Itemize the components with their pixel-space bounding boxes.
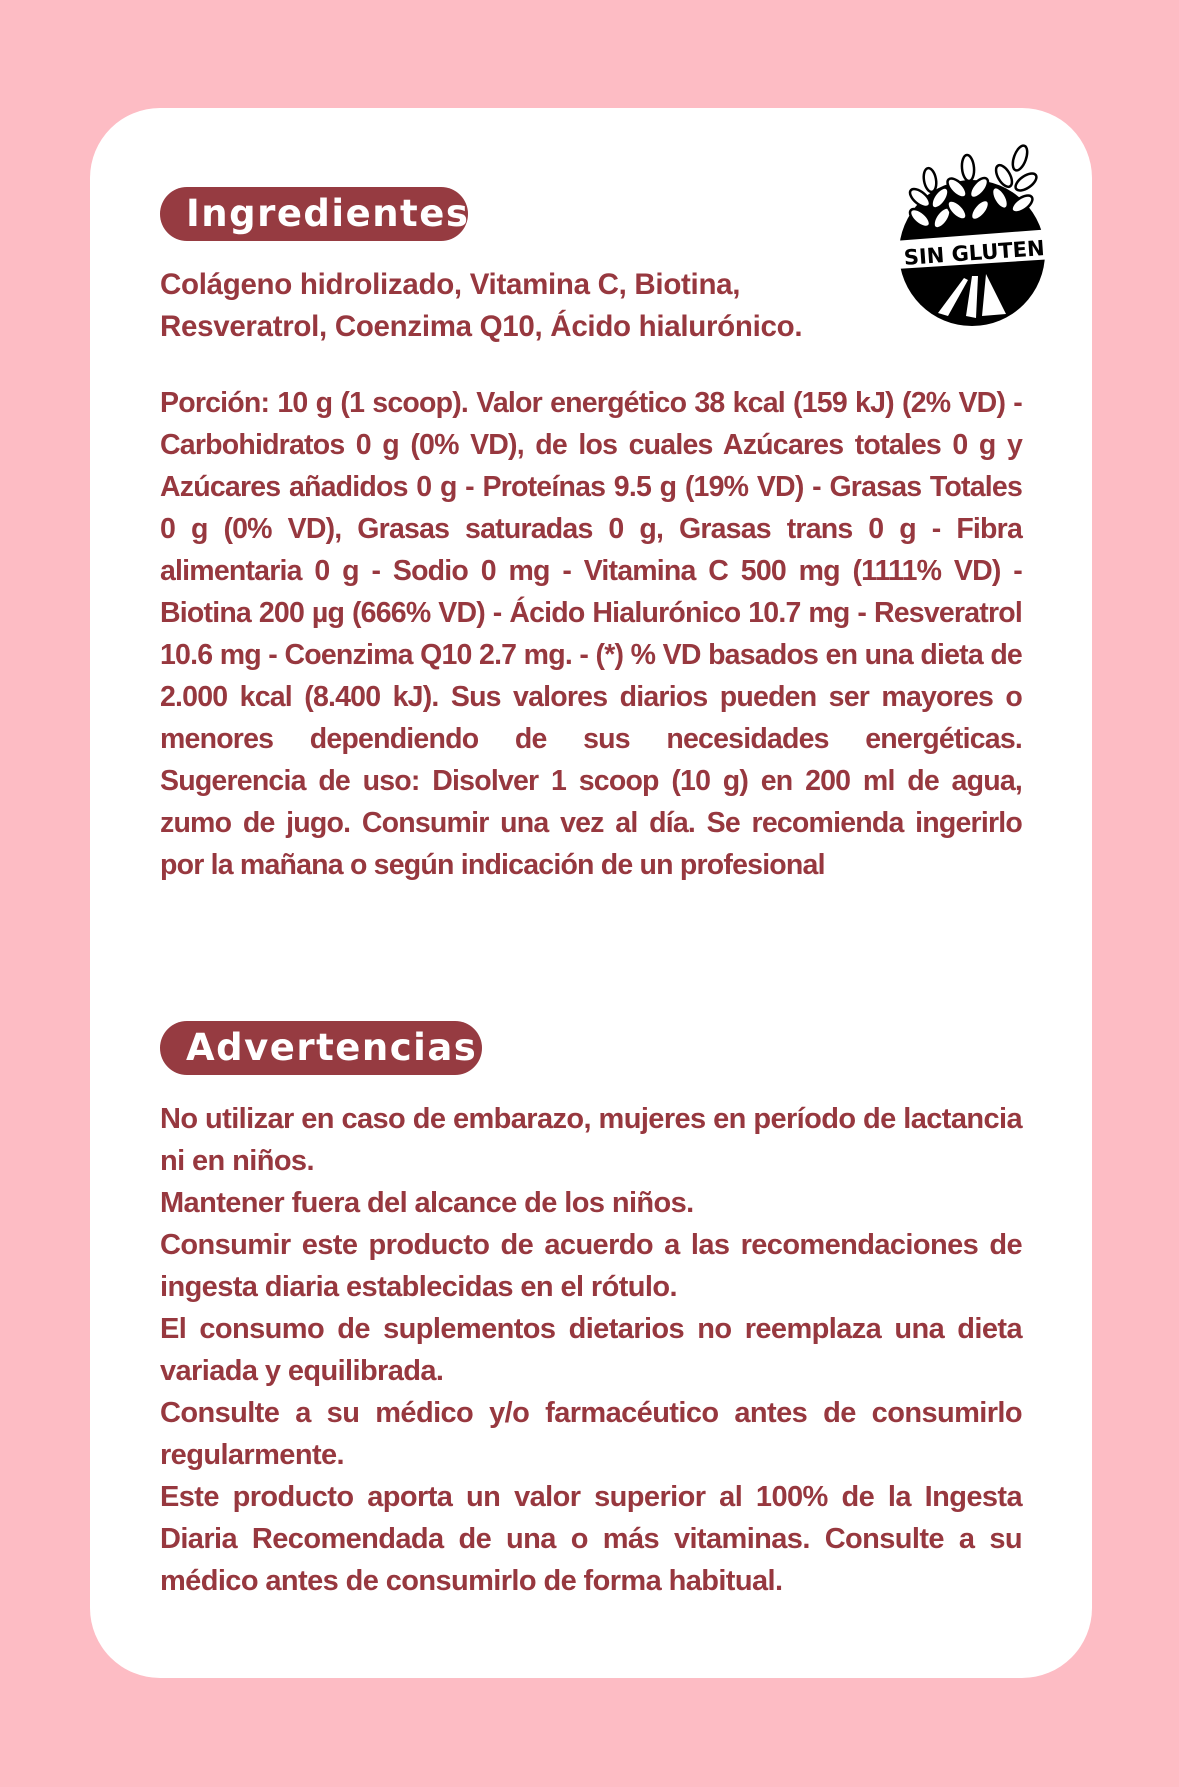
warning-item: El consumo de suplementos dietarios no reemplaza una dieta variada y equilibrada.	[160, 1313, 1022, 1387]
warnings-list	[160, 1098, 1022, 1602]
warning-item: Consulte a su médico y/o farmacéutico antes de consumirlo regularmente.	[160, 1397, 1022, 1471]
ingredients-list: Colágeno hidrolizado, Vitamina C, Biotina, Resveratrol, Coenzima Q10, Ácido hialurónico.	[160, 268, 803, 343]
ingredients-heading: Ingredientes	[160, 187, 468, 241]
svg-text:SIN GLUTEN: SIN GLUTEN	[903, 236, 1046, 270]
warning-item: Consumir este producto de acuerdo a las recomendaciones de ingesta diaria establecidas en el rótulo.	[160, 1229, 1022, 1303]
warning-item: No utilizar en caso de embarazo, mujeres en período de lactancia ni en niños.	[160, 1103, 1022, 1177]
product-info-card	[90, 108, 1092, 1678]
warning-item: Mantener fuera del alcance de los niños.	[160, 1187, 694, 1219]
warning-item: Este producto aporta un valor superior al 100% de la Ingesta Diaria Recomendada de una o más vitaminas. Consulte a su médico antes de consumirlo de forma habitual.	[160, 1481, 1022, 1597]
nutrition-facts: Porción: 10 g (1 scoop). Valor energético 38 kcal (159 kJ) (2% VD) - Carbohidratos 0 g (0% VD), de los cuales Azúcares totales 0 g y Azúcares añadidos 0 g - Proteínas 9.5 g (19% VD) - Grasas Totales 0 g (0% VD), Grasas saturadas 0 g, Grasas trans 0 g - Fibra alimentaria 0 g - Sodio 0 mg - Vitamina C 500 mg (1111% VD) - Biotina 200 µg (666% VD) - Ácido Hialurónico 10.7 mg - Resveratrol 10.6 mg - Coenzima Q10 2.7 mg. - (*) % VD basados en una dieta de 2.000 kcal (8.400 kJ). Sus valores diarios pueden ser mayores o menores dependiendo de sus necesidades energéticas. Sugerencia de uso: Disolver 1 scoop (10 g) en 200 ml de agua, zumo de jugo. Consumir una vez al día. Se recomienda ingerirlo por la mañana o según indicación de un profesional	[160, 387, 1022, 881]
warnings-heading: Advertencias	[160, 1021, 482, 1075]
wheat-gluten-free-icon	[886, 138, 1058, 343]
